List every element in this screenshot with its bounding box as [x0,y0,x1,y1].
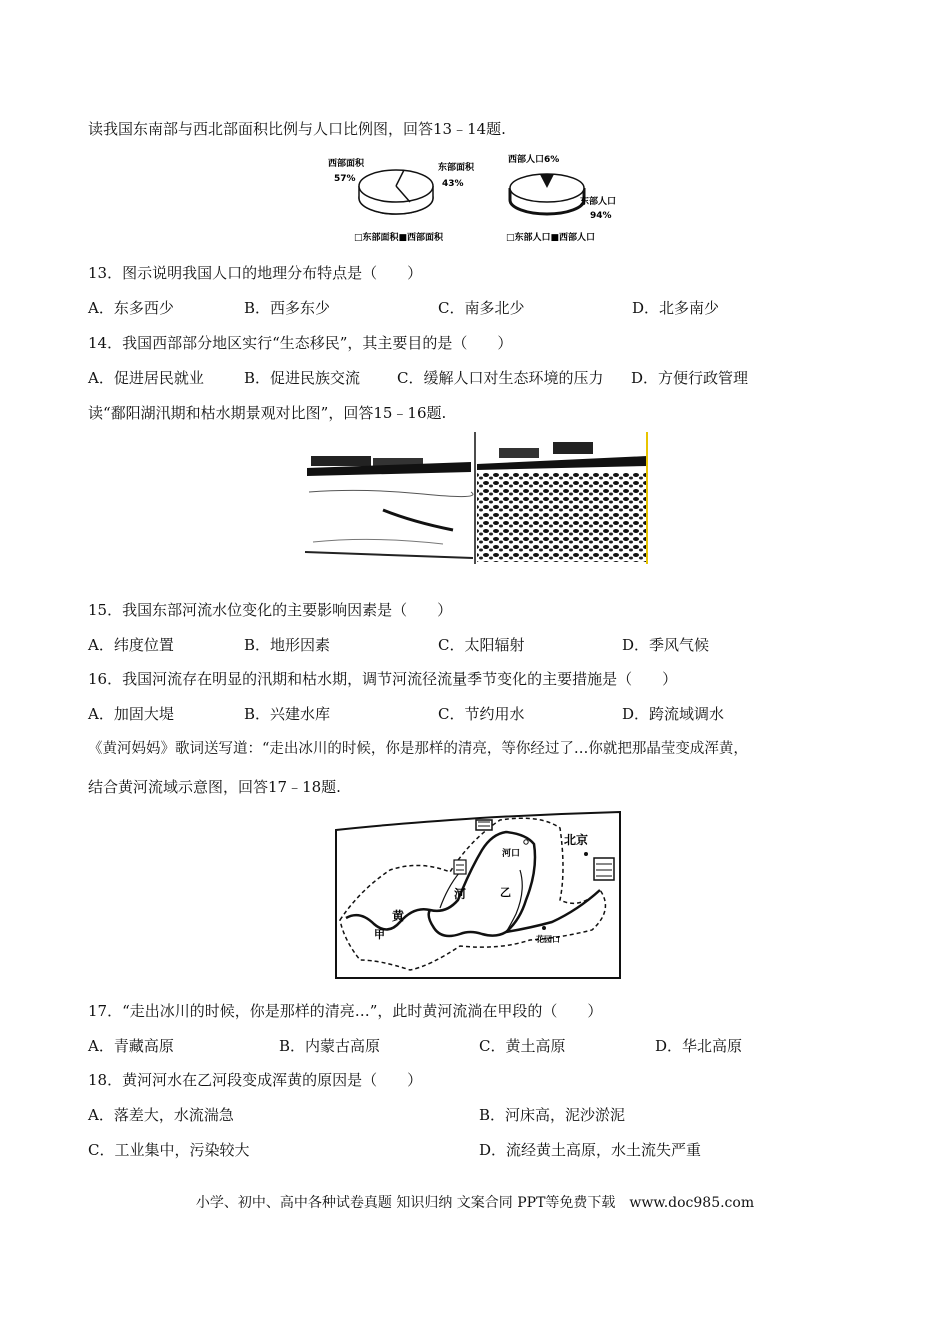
hatched-region [594,858,614,880]
q18-option-d[interactable]: D．流经黄土高原，水土流失严重 [479,1141,702,1159]
pie-area-west-value: 57% [334,174,356,184]
flood-season-photo [303,432,475,564]
yellow-river-map [330,810,624,980]
q16-option-b[interactable]: B．兴建水库 [244,705,331,723]
question-15-stem: 15．我国东部河流水位变化的主要影响因素是（ ） [88,601,453,619]
dry-season-photo [477,432,647,564]
label-jia: 甲 [374,928,385,941]
question-13-stem: 13．图示说明我国人口的地理分布特点是（ ） [88,264,423,282]
q16-option-d[interactable]: D．跨流域调水 [622,705,725,723]
hekou-point [524,840,528,844]
label-huang: 黄 [392,909,405,923]
q14-option-d[interactable]: D．方便行政管理 [631,369,749,387]
label-yi: 乙 [500,886,511,899]
label-hekou: 河口 [502,849,521,859]
pie-population-legend: □东部人口■西部人口 [506,233,596,243]
question-18-stem: 18．黄河河水在乙河段变成浑黄的原因是（ ） [88,1071,423,1089]
q17-option-a[interactable]: A．青藏高原 [88,1037,174,1055]
question-17-stem: 17．“走出冰川的时候，你是那样的清亮…”，此时黄河流淌在甲段的（ ） [88,1002,603,1020]
label-he: 河 [454,887,467,901]
q18-option-b[interactable]: B．河床高，泥沙淤泥 [479,1106,626,1124]
q18-option-c[interactable]: C．工业集中，污染较大 [88,1141,250,1159]
q14-option-b[interactable]: B．促进民族交流 [244,369,361,387]
q13-option-b[interactable]: B．西多东少 [244,299,331,317]
q15-option-b[interactable]: B．地形因素 [244,636,331,654]
label-huayuankou: 花园口 [536,935,560,944]
q17-option-d[interactable]: D．华北高原 [655,1037,743,1055]
intro-15-16: 读“鄱阳湖汛期和枯水期景观对比图”，回答15﹣16题. [88,404,447,422]
pie-area-legend: □东部面积■西部面积 [354,233,444,243]
intro-13-14: 读我国东南部与西北部面积比例与人口比例图，回答13﹣14题. [88,120,506,138]
q15-option-c[interactable]: C．太阳辐射 [438,636,525,654]
intro-17-18-line1: 《黄河妈妈》歌词送写道：“走出冰川的时候，你是那样的清亮，等你经过了…你就把那晶莹变成浑黄， [88,741,748,757]
pie-area [328,157,475,243]
q14-option-c[interactable]: C．缓解人口对生态环境的压力 [397,369,604,387]
q13-option-a[interactable]: A．东多西少 [88,299,174,317]
q14-option-a[interactable]: A．促进居民就业 [88,369,204,387]
pie-area-east-label: 东部面积 [438,163,475,173]
q15-option-d[interactable]: D．季风气候 [622,636,710,654]
pie-population [506,153,616,243]
question-16-stem: 16．我国河流存在明显的汛期和枯水期，调节河流径流量季节变化的主要措施是（ ） [88,670,678,688]
q16-option-a[interactable]: A．加固大堤 [88,705,174,723]
pie-population-east-value: 94% [590,211,612,221]
q16-option-c[interactable]: C．节约用水 [438,705,525,723]
q13-option-c[interactable]: C．南多北少 [438,299,525,317]
label-beijing: 北京 [564,833,589,847]
pie-area-west-label: 西部面积 [328,159,365,169]
q17-option-c[interactable]: C．黄土高原 [479,1037,566,1055]
pie-population-east-label: 东部人口 [580,197,617,207]
poyang-lake-photo [303,432,649,564]
beijing-point [584,852,588,856]
intro-17-18-line2: 结合黄河流域示意图，回答17﹣18题. [88,778,341,796]
pie-area-east-value: 43% [442,179,464,189]
q18-option-a[interactable]: A．落差大，水流湍急 [88,1106,234,1124]
hatched-region [454,860,466,874]
page-footer: 小学、初中、高中各种试卷真题 知识归纳 文案合同 PPT等免费下载 www.doc985.com [195,1195,755,1211]
pie-charts-figure [318,148,638,246]
q13-option-d[interactable]: D．北多南少 [632,299,720,317]
q15-option-a[interactable]: A．纬度位置 [88,636,174,654]
q17-option-b[interactable]: B．内蒙古高原 [279,1037,381,1055]
pie-population-west-label: 西部人口6% [508,155,560,165]
huayuankou-point [542,926,546,930]
question-14-stem: 14．我国西部部分地区实行“生态移民”，其主要目的是（ ） [88,334,513,352]
